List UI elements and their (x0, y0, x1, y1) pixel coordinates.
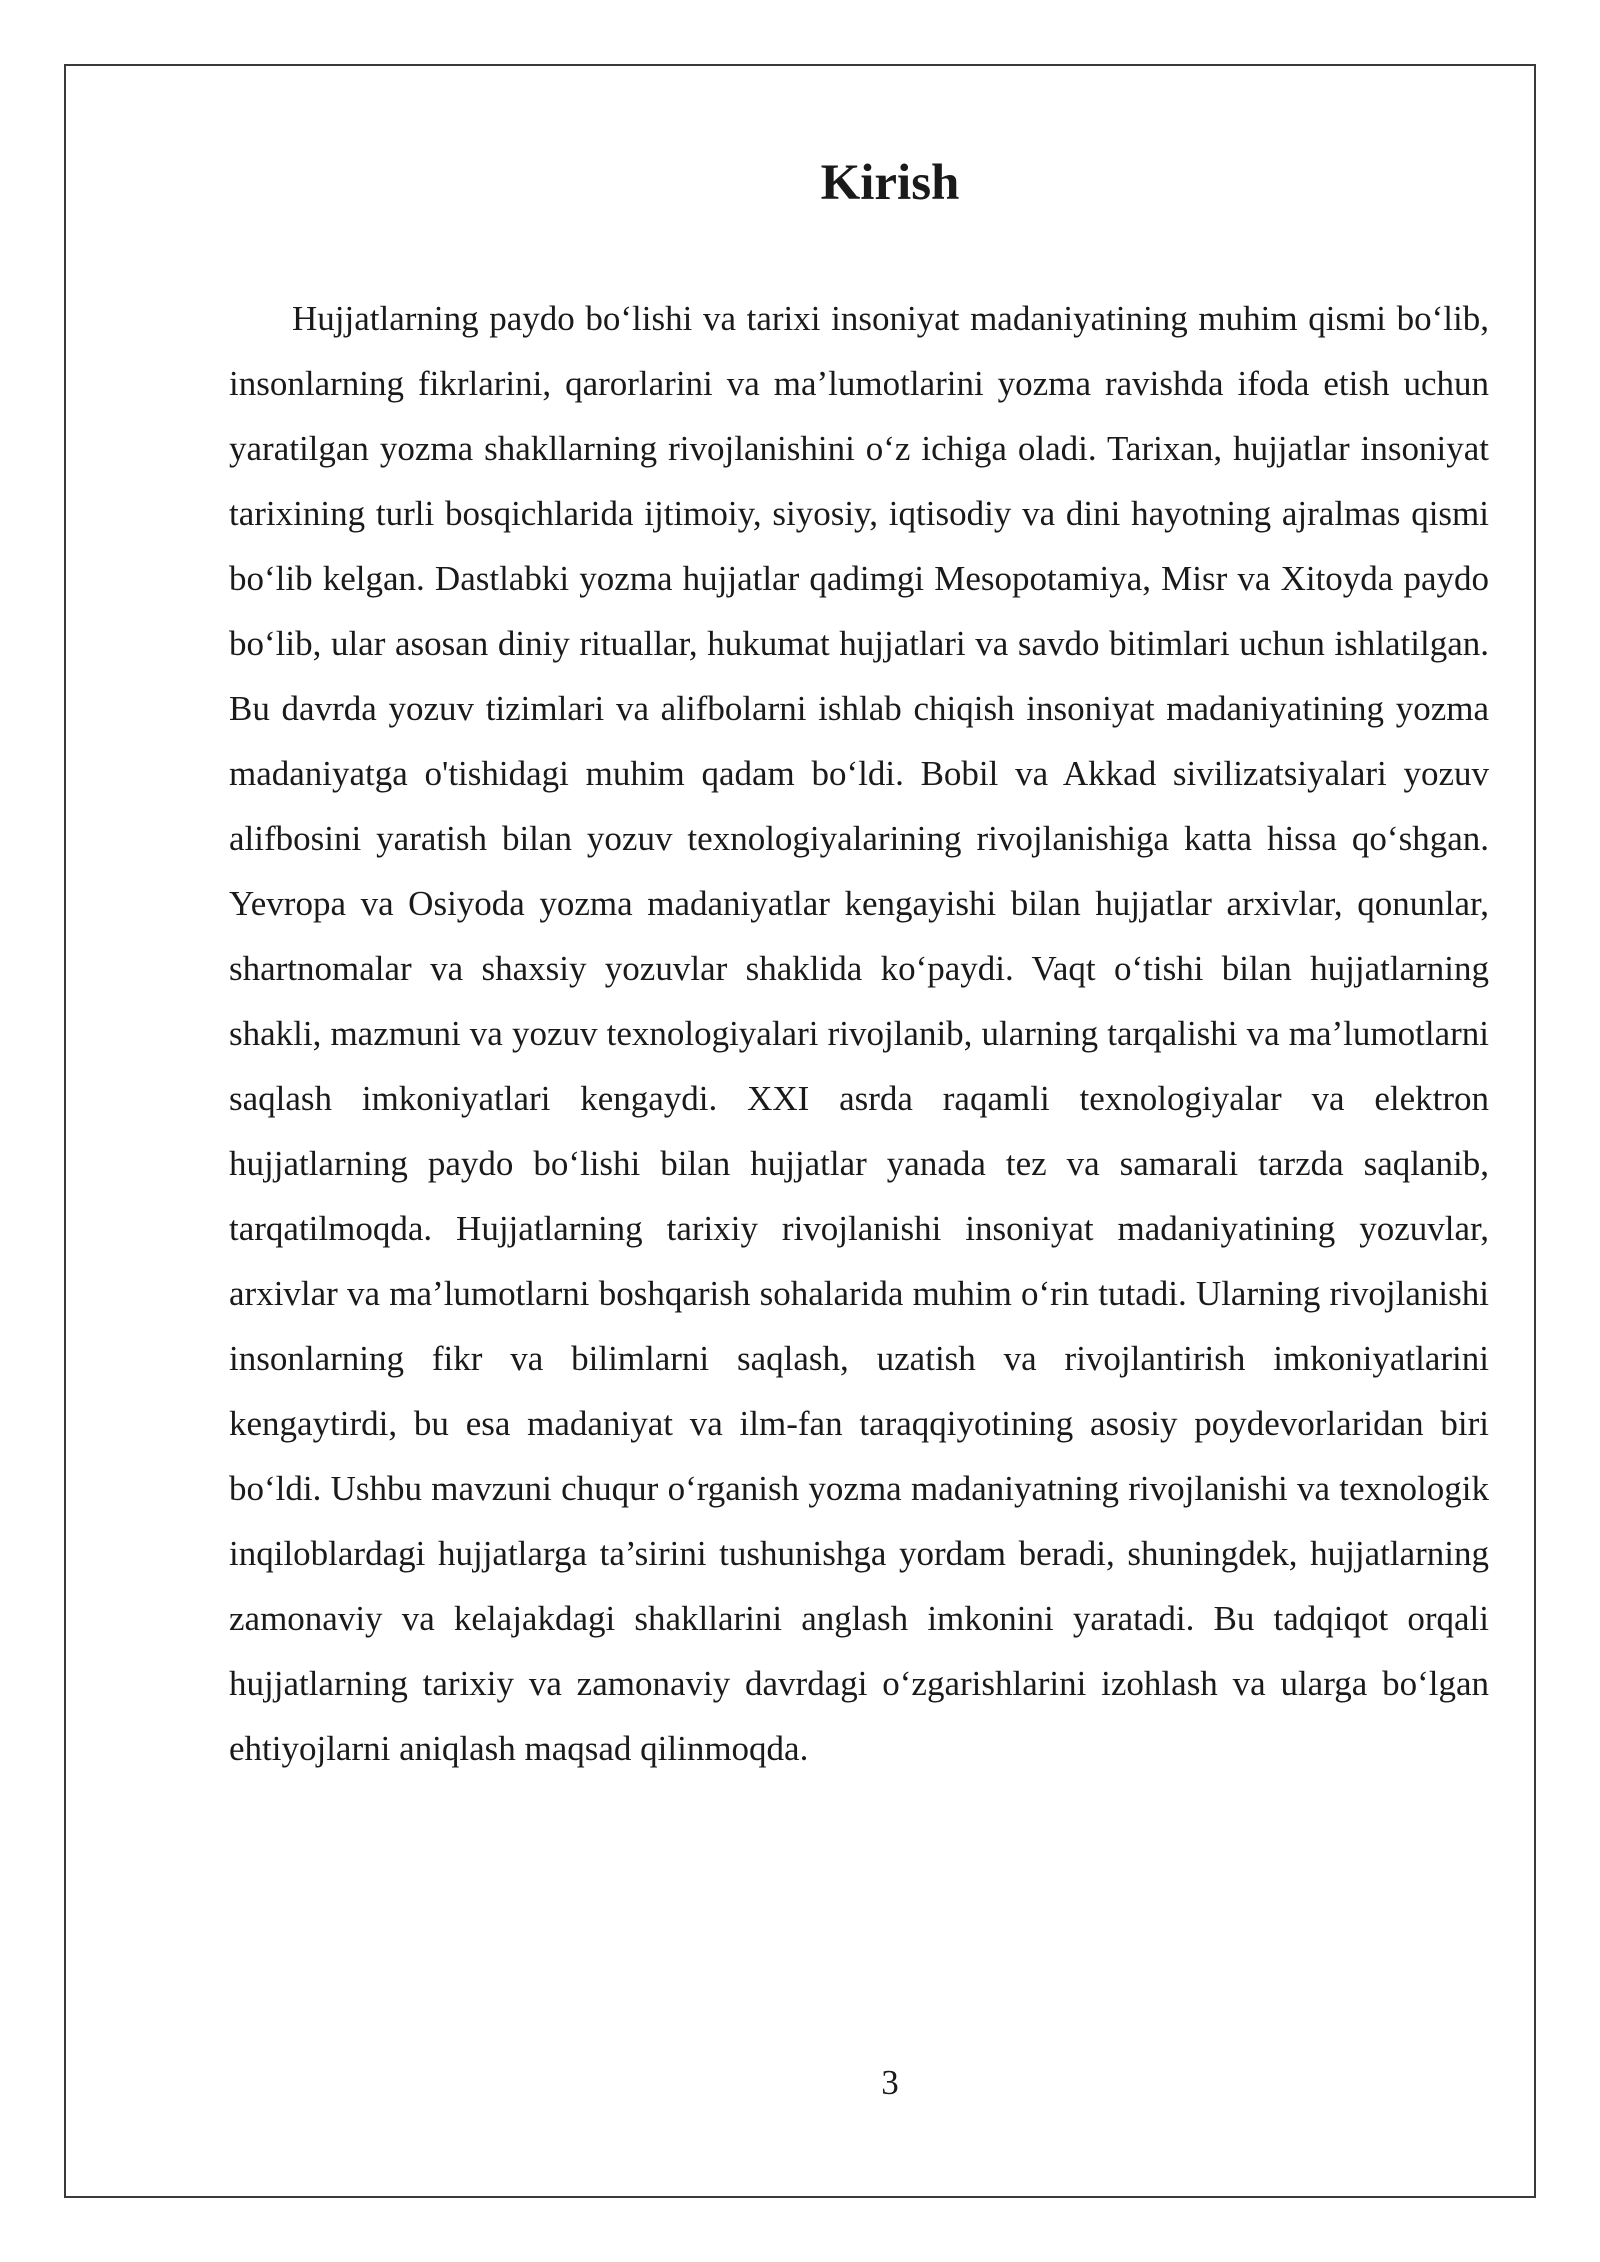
page-title: Kirish (820, 155, 960, 211)
page-number: 3 (881, 2063, 899, 2102)
body-paragraph: Hujjatlarning paydo bo‘lishi va tarixi insoniyat madaniyatining muhim qismi bo‘lib, insonlarning fikrlarini, qarorlarini va ma’lumotlarini yozma ravishda ifoda etish uchun yaratilgan yozma shakllarning rivojlanishini o‘z ichiga oladi. Tarixan, hujjatlar insoniyat tarixining turli bosqichlarida ijtimoiy, siyosiy, iqtisodiy va dini hayotning ajralmas qismi bo‘lib kelgan. Dastlabki yozma hujjatlar qadimgi Mesopotamiya, Misr va Xitoyda paydo bo‘lib, ular asosan diniy rituallar, hukumat hujjatlari va savdo bitimlari uchun ishlatilgan. Bu davrda yozuv tizimlari va alifbolarni ishlab chiqish insoniyat madaniyatining yozma madaniyatga o'tishidagi muhim qadam bo‘ldi. Bobil va Akkad sivilizatsiyalari yozuv alifbosini yaratish bilan yozuv texnologiyalarining rivojlanishiga katta hissa qo‘shgan. Yevropa va Osiyoda yozma madaniyatlar kengayishi bilan hujjatlar arxivlar, qonunlar, shartnomalar va shaxsiy yozuvlar shaklida ko‘paydi. Vaqt o‘tishi bilan hujjatlarning shakli, mazmuni va yozuv texnologiyalari rivojlanib, ularning tarqalishi va ma’lumotlarni saqlash imkoniyatlari kengaydi. XXI asrda raqamli texnologiyalar va elektron hujjatlarning paydo bo‘lishi bilan hujjatlar yanada tez va samarali tarzda saqlanib, tarqatilmoqda. Hujjatlarning tarixiy rivojlanishi insoniyat madaniyatining yozuvlar, arxivlar va ma’lumotlarni boshqarish sohalarida muhim o‘rin tutadi. Ularning rivojlanishi insonlarning fikr va bilimlarni saqlash, uzatish va rivojlantirish imkoniyatlarini kengaytirdi, bu esa madaniyat va ilm-fan taraqqiyotining asosiy poydevorlaridan biri bo‘ldi. Ushbu mavzuni chuqur o‘rganish yozma madaniyatning rivojlanishi va texnologik inqiloblardagi hujjatlarga ta’sirini tushunishga yordam beradi, shuningdek, hujjatlarning zamonaviy va kelajakdagi shakllarini anglash imkonini yaratadi. Bu tadqiqot orqali hujjatlarning tarixiy va zamonaviy davrdagi o‘zgarishlarini izohlash va ularga bo‘lgan ehtiyojlarni aniqlash maqsad qilinmoqda. (229, 299, 1489, 1768)
